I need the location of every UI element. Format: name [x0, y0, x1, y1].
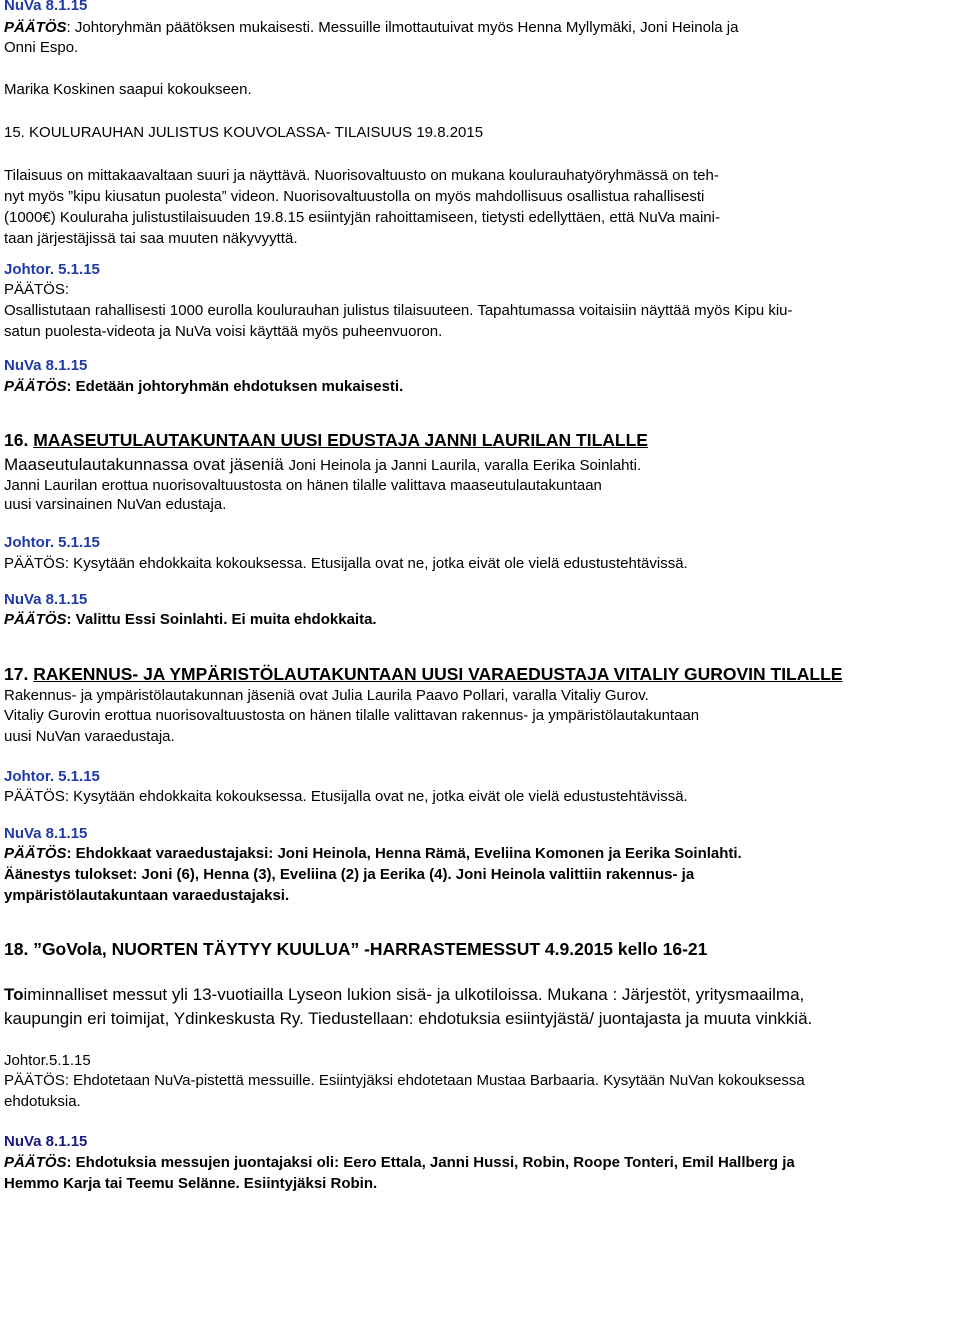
- decision-text: : Ehdotuksia messujen juontajaksi oli: Eero Ettala, Janni Hussi, Robin, Roope Tonteri, Emil Hallberg ja: [66, 1154, 795, 1171]
- decision-label: PÄÄTÖS: [4, 378, 67, 395]
- section-number: 17.: [4, 664, 34, 684]
- decision-line: [4, 378, 403, 396]
- nuva-date-heading: NuVa 8.1.15: [4, 0, 88, 14]
- text-line: PÄÄTÖS: Kysytään ehdokkaita kokouksessa. Etusijalla ovat ne, jotka eivät ole vielä edustustehtävissä.: [4, 788, 688, 805]
- text-line: ympäristölautakuntaan varaedustajaksi.: [4, 887, 290, 904]
- decision-text: : Edetään johtoryhmän ehdotuksen mukaisesti.: [66, 378, 404, 395]
- text-line: Vitaliy Gurovin erottua nuorisovaltuustosta on hänen tilalle valittavan rakennus- ja ympäristölautakuntaan: [4, 707, 700, 724]
- johtor-date-heading: Johtor. 5.1.15: [4, 261, 100, 278]
- decision-line: [4, 845, 742, 863]
- nuva-date-heading: NuVa 8.1.15: [4, 825, 88, 842]
- text-line: nyt myös ”kipu kiusatun puolesta” videon. Nuorisovaltuustolla on myös mahdollisuus osallistua rahallisesti: [4, 188, 705, 205]
- section-title: RAKENNUS- JA YMPÄRISTÖLAUTAKUNTAAN UUSI VARAEDUSTAJA VITALIY GUROVIN TILALLE: [33, 664, 843, 684]
- decision-text: : Ehdokkaat varaedustajaksi: Joni Heinola, Henna Rämä, Eveliina Komonen ja Eerika Soinlahti.: [66, 845, 742, 862]
- text-line: kaupungin eri toimijat, Ydinkeskusta Ry. Tiedustellaan: ehdotuksia esiintyjästä/ juontajasta ja muuta vinkkiä.: [4, 1009, 813, 1028]
- decision-line: [4, 19, 738, 37]
- text-line: Onni Espo.: [4, 39, 79, 56]
- nuva-date-heading: NuVa 8.1.15: [4, 1133, 88, 1150]
- text-span: Joni Heinola ja Janni Laurila, varalla Eerika Soinlahti.: [288, 457, 642, 474]
- decision-label: PÄÄTÖS:: [4, 281, 70, 298]
- section-17-heading: [4, 665, 842, 683]
- nuva-date-heading: NuVa 8.1.15: [4, 591, 88, 608]
- section-title: MAASEUTULAUTAKUNTAAN UUSI EDUSTAJA JANNI LAURILAN TILALLE: [33, 430, 648, 450]
- text-line: Rakennus- ja ympäristölautakunnan jäseniä ovat Julia Laurila Paavo Pollari, varalla Vitaliy Gurov.: [4, 687, 649, 704]
- text-line: Tilaisuus on mittakaavaltaan suuri ja näyttävä. Nuorisovaltuusto on mukana koulurauhatyöryhmässä on teh-: [4, 167, 719, 184]
- text-line: taan järjestäjissä tai saa muuten näkyvyyttä.: [4, 230, 298, 247]
- text-line: [4, 454, 641, 476]
- section-number: 16.: [4, 430, 34, 450]
- johtor-date-heading: Johtor. 5.1.15: [4, 534, 100, 551]
- text-line: PÄÄTÖS: Kysytään ehdokkaita kokouksessa. Etusijalla ovat ne, jotka eivät ole vielä edustustehtävissä.: [4, 555, 688, 572]
- text-span-bold: To: [4, 985, 24, 1004]
- decision-line: [4, 1154, 795, 1172]
- text-line: uusi NuVan varaedustaja.: [4, 728, 175, 745]
- text-span-large: Maaseutulautakunnassa ovat jäseniä: [4, 455, 289, 474]
- decision-text: : Valittu Essi Soinlahti. Ei muita ehdokkaita.: [66, 611, 377, 628]
- text-line: Marika Koskinen saapui kokoukseen.: [4, 81, 252, 98]
- text-span: iminnalliset messut yli 13-vuotiailla Lyseon lukion sisä- ja ulkotiloissa. Mukana : Järjestöt, yritysmaailma,: [23, 985, 805, 1004]
- decision-label: PÄÄTÖS: [4, 611, 67, 628]
- text-line: ehdotuksia.: [4, 1093, 81, 1110]
- decision-text: : Johtoryhmän päätöksen mukaisesti. Messuille ilmottautuivat myös Henna Myllymäki, Joni Heinola ja: [66, 19, 739, 36]
- text-line: Äänestys tulokset: Joni (6), Henna (3), Eveliina (2) ja Eerika (4). Joni Heinola valittiin rakennus- ja: [4, 866, 695, 883]
- johtor-date-line: Johtor.5.1.15: [4, 1052, 91, 1069]
- decision-label: PÄÄTÖS: [4, 1154, 67, 1171]
- nuva-date-heading: NuVa 8.1.15: [4, 357, 88, 374]
- text-line: PÄÄTÖS: Ehdotetaan NuVa-pistettä messuille. Esiintyjäksi ehdotetaan Mustaa Barbaaria. Kysytään NuVan kokouksessa: [4, 1072, 805, 1089]
- section-16-heading: [4, 431, 648, 449]
- section-15-heading: 15. KOULURAUHAN JULISTUS KOUVOLASSA- TILAISUUS 19.8.2015: [4, 124, 484, 141]
- text-line: Hemmo Karja tai Teemu Selänne. Esiintyjäksi Robin.: [4, 1175, 378, 1192]
- text-line: Osallistutaan rahallisesti 1000 eurolla koulurauhan julistus tilaisuuteen. Tapahtumassa voitaisiin näyttää myös Kipu kiu-: [4, 302, 793, 319]
- johtor-date-heading: Johtor. 5.1.15: [4, 768, 100, 785]
- decision-label: PÄÄTÖS: [4, 845, 67, 862]
- text-line: (1000€) Kouluraha julistustilaisuuden 19.8.15 esiintyjän rahoittamiseen, tietysti edellyttäen, että NuVa maini-: [4, 209, 720, 226]
- text-line: [4, 984, 804, 1006]
- text-line: satun puolesta-videota ja NuVa voisi käyttää myös puheenvuoron.: [4, 323, 443, 340]
- text-line: Janni Laurilan erottua nuorisovaltuustosta on hänen tilalle valittava maaseutulautakuntaan: [4, 477, 602, 494]
- decision-line: [4, 611, 377, 629]
- text-line: uusi varsinainen NuVan edustaja.: [4, 496, 227, 513]
- section-18-heading: 18. ”GoVola, NUORTEN TÄYTYY KUULUA” -HARRASTEMESSUT 4.9.2015 kello 16-21: [4, 939, 708, 959]
- decision-label: PÄÄTÖS: [4, 19, 67, 36]
